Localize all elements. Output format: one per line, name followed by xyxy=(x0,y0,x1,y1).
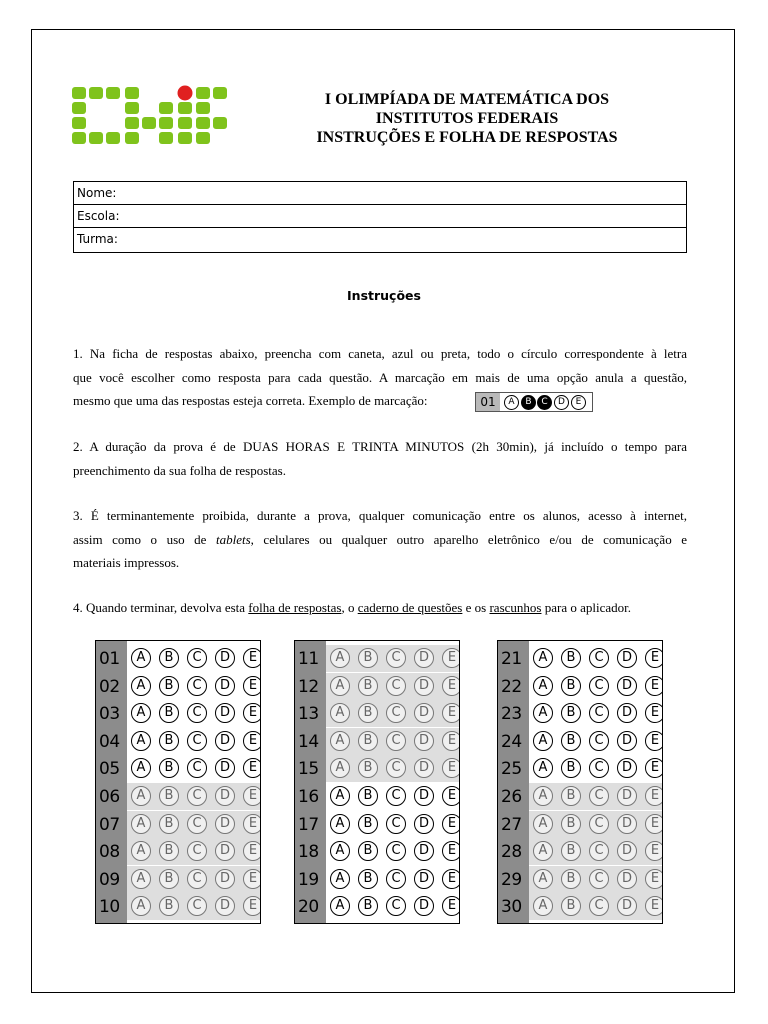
answer-bubble-e[interactable]: E xyxy=(442,814,460,834)
answer-bubble-c[interactable]: C xyxy=(187,869,207,889)
answer-row xyxy=(498,811,662,838)
answer-bubble-d[interactable]: D xyxy=(215,731,235,751)
answer-bubble-d[interactable]: D xyxy=(414,814,434,834)
answer-column-3 xyxy=(497,640,663,924)
answer-bubble-a[interactable]: A xyxy=(330,869,350,889)
answer-bubble-d[interactable]: D xyxy=(617,869,637,889)
answer-bubble-d[interactable]: D xyxy=(414,869,434,889)
answer-bubble-a[interactable]: A xyxy=(533,648,553,668)
question-number: 20 xyxy=(298,897,319,918)
answer-bubble-b[interactable]: B xyxy=(159,703,179,723)
answer-bubble-b[interactable]: B xyxy=(159,814,179,834)
question-number: 27 xyxy=(501,814,522,835)
answer-bubble-e[interactable]: E xyxy=(442,703,460,723)
answer-bubble-c[interactable]: C xyxy=(187,786,207,806)
answer-row xyxy=(96,866,260,893)
answer-row xyxy=(498,755,662,782)
title-line-3: INSTRUÇÕES E FOLHA DE RESPOSTAS xyxy=(316,129,618,146)
answer-row xyxy=(96,755,260,782)
answer-bubble-c[interactable]: C xyxy=(589,814,609,834)
question-number: 15 xyxy=(298,759,319,780)
answer-bubble-c[interactable]: C xyxy=(386,758,406,778)
answer-bubble-d[interactable]: D xyxy=(617,676,637,696)
question-number: 28 xyxy=(501,842,522,863)
answer-row xyxy=(498,866,662,893)
answer-bubble-e[interactable]: E xyxy=(442,869,460,889)
question-number: 12 xyxy=(298,676,319,697)
answer-bubble-c[interactable]: C xyxy=(187,676,207,696)
answer-row xyxy=(295,645,459,672)
answer-row xyxy=(96,728,260,755)
answer-bubble-a[interactable]: A xyxy=(533,814,553,834)
answer-sheet-underlined: folha de respostas xyxy=(248,600,342,615)
answer-bubble-b[interactable]: B xyxy=(358,841,378,861)
answer-bubble-c[interactable]: C xyxy=(589,869,609,889)
answer-bubble-d[interactable]: D xyxy=(617,841,637,861)
instruction-3 xyxy=(73,504,687,575)
answer-bubble-c[interactable]: C xyxy=(386,869,406,889)
instruction-4-line-1 xyxy=(73,596,687,620)
drafts-underlined: rascunhos xyxy=(489,600,542,615)
answer-row xyxy=(96,838,260,865)
school-field[interactable]: Escola: xyxy=(74,205,686,228)
answer-bubble-a[interactable]: A xyxy=(131,758,151,778)
instruction-1-line-2: que você escolher como resposta para cada questão. A marcação em mais de uma opção anula a questão, xyxy=(73,369,687,385)
answer-bubble-c[interactable]: C xyxy=(187,841,207,861)
answer-column-1 xyxy=(95,640,261,924)
answer-row xyxy=(96,893,260,920)
answer-row xyxy=(295,893,459,920)
question-number: 19 xyxy=(298,869,319,890)
answer-bubble-c[interactable]: C xyxy=(589,786,609,806)
answer-bubble-e[interactable]: E xyxy=(442,676,460,696)
answer-row xyxy=(498,893,662,920)
answer-bubble-c[interactable]: C xyxy=(386,648,406,668)
answer-row xyxy=(498,700,662,727)
answer-bubble-e[interactable]: E xyxy=(442,758,460,778)
instruction-1-line-1: 1. Na ficha de respostas abaixo, preencha com caneta, azul ou preta, todo o círculo correspondente à letra xyxy=(73,346,687,361)
answer-bubble-b[interactable]: B xyxy=(561,676,581,696)
answer-row xyxy=(498,673,662,700)
answer-bubble-b[interactable]: B xyxy=(358,676,378,696)
title-line-2: INSTITUTOS FEDERAIS xyxy=(375,110,559,127)
answer-bubble-c[interactable]: C xyxy=(386,841,406,861)
answer-bubble-e[interactable]: E xyxy=(243,786,261,806)
question-number: 26 xyxy=(501,787,522,807)
answer-bubble-c[interactable]: C xyxy=(589,648,609,668)
answer-bubble-a[interactable]: A xyxy=(330,758,350,778)
example-bubble-d: D xyxy=(554,395,569,410)
if-logo xyxy=(72,85,232,147)
answer-bubble-a[interactable]: A xyxy=(131,676,151,696)
example-bubble-e: E xyxy=(571,395,586,410)
answer-row xyxy=(295,755,459,782)
answer-bubble-a[interactable]: A xyxy=(330,841,350,861)
answer-bubble-e[interactable]: E xyxy=(243,758,261,778)
question-number: 29 xyxy=(501,869,522,890)
answer-row xyxy=(498,838,662,865)
answer-bubble-d[interactable]: D xyxy=(617,814,637,834)
instruction-3-line-3: materiais impressos. xyxy=(73,555,180,570)
instruction-3-line-2-a: assim como o uso de xyxy=(73,531,207,547)
question-number: 23 xyxy=(501,704,522,725)
answer-bubble-b[interactable]: B xyxy=(159,869,179,889)
answer-bubble-e[interactable]: E xyxy=(645,869,663,889)
answer-bubble-d[interactable]: D xyxy=(215,786,235,806)
instruction-2-line-2: preenchimento da sua folha de respostas. xyxy=(73,462,286,478)
answer-bubble-e[interactable]: E xyxy=(645,676,663,696)
answer-bubble-b[interactable]: B xyxy=(561,758,581,778)
answer-bubble-c[interactable]: C xyxy=(386,786,406,806)
question-number: 14 xyxy=(298,731,319,752)
answer-bubble-d[interactable]: D xyxy=(215,814,235,834)
answer-bubble-e[interactable]: E xyxy=(645,896,663,916)
answer-bubble-e[interactable]: E xyxy=(243,676,261,696)
answer-bubble-a[interactable]: A xyxy=(131,814,151,834)
question-number: 07 xyxy=(99,814,120,835)
question-number: 01 xyxy=(99,649,120,669)
answer-bubble-d[interactable]: D xyxy=(617,786,637,806)
answer-bubble-e[interactable]: E xyxy=(442,841,460,861)
answer-bubble-c[interactable]: C xyxy=(589,676,609,696)
answer-bubble-c[interactable]: C xyxy=(386,703,406,723)
answer-bubble-b[interactable]: B xyxy=(561,869,581,889)
answer-bubble-b[interactable]: B xyxy=(358,731,378,751)
answer-row xyxy=(295,783,459,810)
answer-bubble-c[interactable]: C xyxy=(386,676,406,696)
question-number: 30 xyxy=(501,897,522,918)
name-field[interactable]: Nome: xyxy=(74,182,686,205)
answer-bubble-b[interactable]: B xyxy=(159,731,179,751)
answer-bubble-a[interactable]: A xyxy=(533,896,553,916)
answer-bubble-b[interactable]: B xyxy=(159,841,179,861)
instruction-4 xyxy=(73,596,687,620)
answer-bubble-a[interactable]: A xyxy=(533,841,553,861)
answer-bubble-a[interactable]: A xyxy=(131,731,151,751)
answer-bubble-a[interactable]: A xyxy=(330,731,350,751)
answer-row xyxy=(498,783,662,810)
answer-bubble-a[interactable]: A xyxy=(330,896,350,916)
question-number: 24 xyxy=(501,731,522,752)
answer-bubble-d[interactable]: D xyxy=(414,676,434,696)
answer-bubble-d[interactable]: D xyxy=(617,703,637,723)
answer-bubble-b[interactable]: B xyxy=(561,703,581,723)
answer-bubble-a[interactable]: A xyxy=(330,814,350,834)
answer-bubble-e[interactable]: E xyxy=(645,758,663,778)
answer-bubble-d[interactable]: D xyxy=(414,786,434,806)
answer-bubble-e[interactable]: E xyxy=(243,869,261,889)
answer-bubble-b[interactable]: B xyxy=(561,731,581,751)
answer-bubble-e[interactable]: E xyxy=(442,731,460,751)
answer-bubble-e[interactable]: E xyxy=(442,648,460,668)
answer-bubble-d[interactable]: D xyxy=(414,703,434,723)
answer-bubble-b[interactable]: B xyxy=(159,786,179,806)
answer-bubble-b[interactable]: B xyxy=(561,814,581,834)
answer-bubble-e[interactable]: E xyxy=(645,731,663,751)
instruction-1-line-3: mesmo que uma das respostas esteja correta. Exemplo de marcação: xyxy=(73,393,428,408)
question-number: 04 xyxy=(99,731,120,752)
marking-example xyxy=(475,392,593,412)
question-number: 22 xyxy=(501,676,522,697)
class-field[interactable]: Turma: xyxy=(77,232,118,246)
instructions-title: Instruções xyxy=(347,288,421,303)
answer-bubble-d[interactable]: D xyxy=(617,896,637,916)
question-booklet-underlined: caderno de questões xyxy=(357,600,463,615)
answer-row xyxy=(295,811,459,838)
question-number: 18 xyxy=(298,842,319,863)
answer-bubble-c[interactable]: C xyxy=(386,814,406,834)
answer-bubble-b[interactable]: B xyxy=(358,703,378,723)
answer-bubble-e[interactable]: E xyxy=(645,786,663,806)
question-number: 06 xyxy=(99,787,120,807)
instruction-4-part-d: para o aplicador. xyxy=(541,600,631,615)
answer-row xyxy=(295,866,459,893)
answer-bubble-e[interactable]: E xyxy=(645,814,663,834)
question-number: 09 xyxy=(99,869,120,890)
answer-bubble-e[interactable]: E xyxy=(645,703,663,723)
answer-bubble-d[interactable]: D xyxy=(215,648,235,668)
answer-bubble-e[interactable]: E xyxy=(442,896,460,916)
answer-bubble-e[interactable]: E xyxy=(645,841,663,861)
example-bubble-c-partial: C xyxy=(537,395,552,410)
instruction-2 xyxy=(73,435,687,482)
question-number: 11 xyxy=(298,649,319,669)
question-number: 02 xyxy=(99,676,120,697)
answer-bubble-b[interactable]: B xyxy=(358,648,378,668)
answer-bubble-a[interactable]: A xyxy=(533,703,553,723)
answer-bubble-d[interactable]: D xyxy=(215,896,235,916)
answer-bubble-d[interactable]: D xyxy=(215,841,235,861)
answer-bubble-d[interactable]: D xyxy=(617,758,637,778)
answer-bubble-c[interactable]: C xyxy=(589,731,609,751)
answer-bubble-a[interactable]: A xyxy=(533,758,553,778)
example-number: 01 xyxy=(476,393,500,411)
answer-bubble-b[interactable]: B xyxy=(159,896,179,916)
answer-row xyxy=(96,700,260,727)
answer-bubble-d[interactable]: D xyxy=(414,841,434,861)
question-number: 25 xyxy=(501,759,522,780)
tablets-word: tablets xyxy=(215,531,251,547)
instruction-2-line-1: 2. A duração da prova é de DUAS HORAS E TRINTA MINUTOS (2h 30min), já incluído o tempo para xyxy=(73,439,687,454)
answer-bubble-b[interactable]: B xyxy=(159,648,179,668)
answer-bubble-b[interactable]: B xyxy=(159,676,179,696)
answer-bubble-a[interactable]: A xyxy=(533,786,553,806)
answer-bubble-d[interactable]: D xyxy=(617,731,637,751)
answer-row xyxy=(295,728,459,755)
answer-bubble-e[interactable]: E xyxy=(243,731,261,751)
answer-bubble-c[interactable]: C xyxy=(386,896,406,916)
answer-bubble-e[interactable]: E xyxy=(442,786,460,806)
question-number: 08 xyxy=(99,842,120,863)
answer-row xyxy=(295,673,459,700)
answer-bubble-e[interactable]: E xyxy=(243,841,261,861)
answer-bubble-e[interactable]: E xyxy=(243,703,261,723)
answer-bubble-b[interactable]: B xyxy=(358,814,378,834)
answer-row xyxy=(295,700,459,727)
answer-row xyxy=(96,673,260,700)
answer-bubble-c[interactable]: C xyxy=(589,841,609,861)
answer-column-2 xyxy=(294,640,460,924)
example-bubble-b-filled: B xyxy=(521,395,536,410)
answer-row xyxy=(498,645,662,672)
answer-bubble-c[interactable]: C xyxy=(589,703,609,723)
instruction-3-line-1: 3. É terminantemente proibida, durante a prova, qualquer comunicação entre os alunos, acesso à internet, xyxy=(73,508,687,523)
answer-row xyxy=(96,783,260,810)
answer-bubble-c[interactable]: C xyxy=(187,758,207,778)
student-id-table xyxy=(73,181,687,253)
answer-bubble-b[interactable]: B xyxy=(561,786,581,806)
instruction-4-part-a: 4. Quando terminar, devolva esta xyxy=(73,600,249,615)
answer-bubble-e[interactable]: E xyxy=(243,896,261,916)
answer-bubble-b[interactable]: B xyxy=(561,841,581,861)
answer-bubble-c[interactable]: C xyxy=(187,731,207,751)
answer-bubble-b[interactable]: B xyxy=(561,896,581,916)
answer-bubble-a[interactable]: A xyxy=(131,841,151,861)
answer-bubble-c[interactable]: C xyxy=(589,896,609,916)
answer-bubble-b[interactable]: B xyxy=(159,758,179,778)
answer-bubble-c[interactable]: C xyxy=(589,758,609,778)
answer-bubble-a[interactable]: A xyxy=(131,869,151,889)
question-number: 21 xyxy=(501,649,522,669)
question-number: 13 xyxy=(298,704,319,725)
answer-row xyxy=(295,838,459,865)
instruction-4-part-b: , o xyxy=(341,600,358,615)
answer-row xyxy=(498,728,662,755)
question-number: 05 xyxy=(99,759,120,780)
answer-bubble-a[interactable]: A xyxy=(533,731,553,751)
example-bubble-a: A xyxy=(504,395,519,410)
answer-bubble-a[interactable]: A xyxy=(533,869,553,889)
answer-bubble-d[interactable]: D xyxy=(215,703,235,723)
answer-bubble-b[interactable]: B xyxy=(358,869,378,889)
answer-bubble-c[interactable]: C xyxy=(187,648,207,668)
answer-bubble-d[interactable]: D xyxy=(215,758,235,778)
answer-bubble-c[interactable]: C xyxy=(187,703,207,723)
answer-bubble-e[interactable]: E xyxy=(645,648,663,668)
answer-bubble-e[interactable]: E xyxy=(243,814,261,834)
answer-bubble-a[interactable]: A xyxy=(330,648,350,668)
instruction-4-part-c: e os xyxy=(462,600,490,615)
answer-row xyxy=(96,645,260,672)
answer-bubble-a[interactable]: A xyxy=(131,786,151,806)
answer-bubble-d[interactable]: D xyxy=(414,731,434,751)
answer-bubble-e[interactable]: E xyxy=(243,648,261,668)
answer-bubble-a[interactable]: A xyxy=(131,703,151,723)
question-number: 03 xyxy=(99,704,120,725)
answer-bubble-a[interactable]: A xyxy=(131,648,151,668)
answer-bubble-b[interactable]: B xyxy=(358,896,378,916)
instruction-3-line-2-b: , celulares ou qualquer outro aparelho eletrônico e/ou de comunicação e xyxy=(250,531,687,547)
answer-bubble-d[interactable]: D xyxy=(617,648,637,668)
document-title xyxy=(280,90,654,147)
answer-bubble-d[interactable]: D xyxy=(215,676,235,696)
answer-row xyxy=(96,811,260,838)
answer-bubble-c[interactable]: C xyxy=(187,814,207,834)
answer-bubble-a[interactable]: A xyxy=(330,703,350,723)
answer-bubble-c[interactable]: C xyxy=(187,896,207,916)
answer-bubble-d[interactable]: D xyxy=(414,758,434,778)
answer-bubble-b[interactable]: B xyxy=(358,758,378,778)
answer-bubble-b[interactable]: B xyxy=(358,786,378,806)
answer-bubble-a[interactable]: A xyxy=(533,676,553,696)
answer-bubble-a[interactable]: A xyxy=(330,676,350,696)
title-line-1: I OLIMPÍADA DE MATEMÁTICA DOS xyxy=(324,91,610,108)
answer-bubble-c[interactable]: C xyxy=(386,731,406,751)
answer-bubble-a[interactable]: A xyxy=(131,896,151,916)
question-number: 17 xyxy=(298,814,319,835)
question-number: 10 xyxy=(99,897,120,918)
answer-bubble-b[interactable]: B xyxy=(561,648,581,668)
question-number: 16 xyxy=(298,787,319,807)
answer-bubble-d[interactable]: D xyxy=(414,648,434,668)
answer-bubble-d[interactable]: D xyxy=(414,896,434,916)
instruction-3-line-2 xyxy=(73,528,687,552)
instruction-1 xyxy=(73,342,687,413)
answer-bubble-a[interactable]: A xyxy=(330,786,350,806)
answer-bubble-d[interactable]: D xyxy=(215,869,235,889)
